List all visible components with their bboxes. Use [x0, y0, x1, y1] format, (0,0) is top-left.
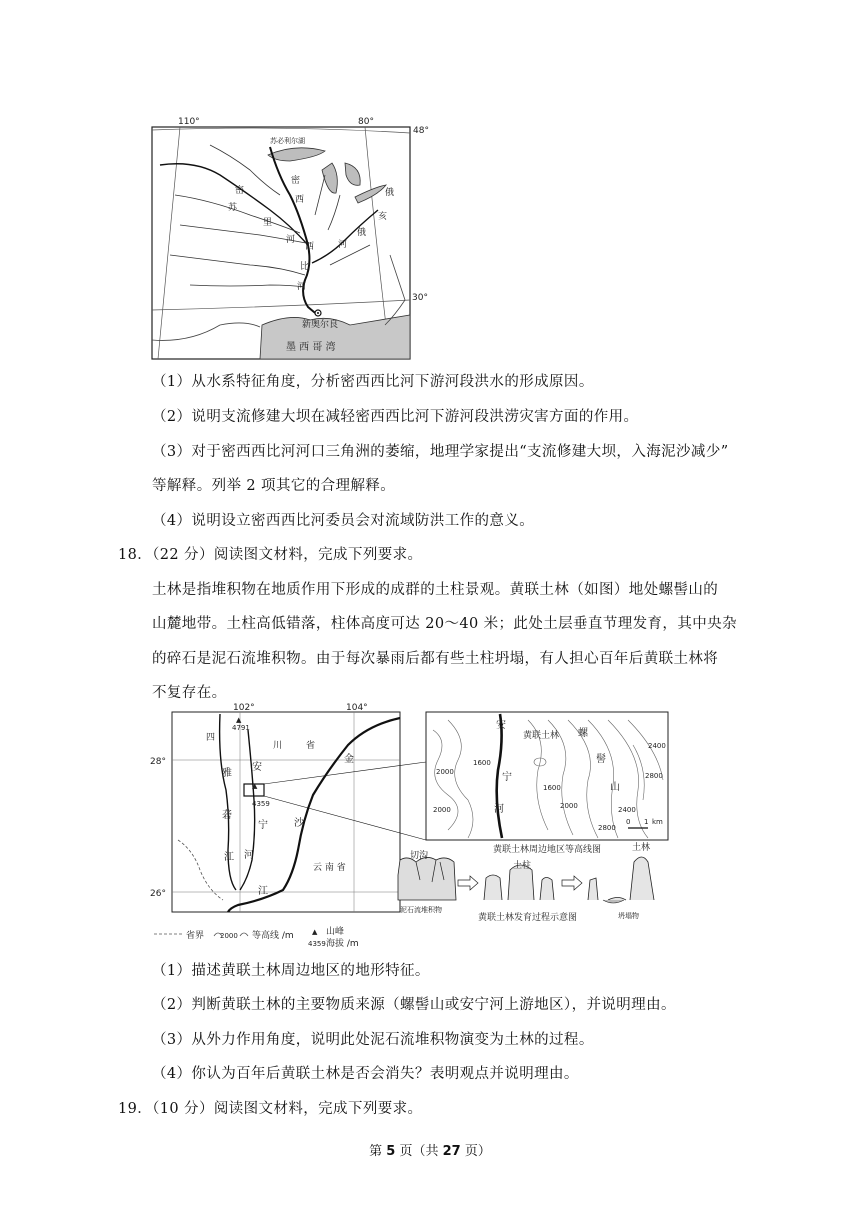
- process-title: 黄联土林发育过程示意图: [478, 913, 578, 923]
- svg-text:土林: 土林: [632, 843, 651, 853]
- svg-text:安: 安: [252, 762, 262, 773]
- q17-item-3: （3）对于密西西比河河口三角洲的萎缩，地理学家提出“支流修建大坝，入海泥沙减少”: [152, 444, 729, 460]
- missouri-char-1: 密: [235, 186, 245, 196]
- svg-text:髻: 髻: [596, 754, 606, 765]
- svg-text:2000: 2000: [436, 768, 454, 776]
- svg-text:宁: 宁: [502, 772, 512, 783]
- mississippi-basin-map: [150, 115, 440, 365]
- svg-text:雅: 雅: [222, 768, 232, 779]
- ohio-char-2: 亥: [378, 212, 388, 222]
- svg-text:土柱: 土柱: [513, 861, 532, 871]
- q18-header: 18．（22 分）阅读图文材料，完成下列要求。: [118, 547, 423, 563]
- svg-text:省: 省: [306, 741, 316, 751]
- svg-text:山: 山: [610, 782, 620, 793]
- svg-text:泥石流堆积物: 泥石流堆积物: [400, 906, 442, 914]
- svg-text:海拔 /m: 海拔 /m: [326, 939, 359, 949]
- map-legend: [154, 925, 359, 949]
- ohio-char-4: 河: [338, 240, 348, 250]
- svg-text:黄联土林: 黄联土林: [523, 731, 560, 741]
- svg-text:等高线 /m: 等高线 /m: [252, 931, 294, 941]
- missouri-char-4: 河: [286, 235, 296, 245]
- svg-text:km: km: [652, 818, 663, 826]
- q19-header: 19．（10 分）阅读图文材料，完成下列要求。: [118, 1101, 423, 1117]
- mississippi-char-3: 西: [305, 242, 315, 252]
- svg-text:安: 安: [496, 720, 506, 731]
- contour-map-title: 黄联土林周边地区等高线图: [493, 845, 602, 855]
- q18-item-3: （3）从外力作用角度，说明此处泥石流堆积物演变为土林的过程。: [152, 1032, 594, 1048]
- missouri-char-3: 里: [263, 218, 273, 228]
- mississippi-char-2: 西: [295, 195, 305, 205]
- svg-text:沙: 沙: [294, 818, 304, 829]
- svg-text:1600: 1600: [543, 784, 561, 792]
- q18-item-1: （1）描述黄联土林周边地区的地形特征。: [152, 963, 430, 979]
- svg-text:▲: ▲: [252, 782, 258, 790]
- ohio-char-3: 俄: [357, 228, 367, 238]
- lon-label-80: 80°: [358, 117, 374, 127]
- svg-text:山峰: 山峰: [326, 927, 345, 937]
- svg-text:螺: 螺: [578, 728, 588, 739]
- lake-label: 苏必利尔湖: [270, 137, 305, 145]
- lat-label-30: 30°: [412, 293, 428, 303]
- svg-text:0: 0: [626, 818, 631, 826]
- svg-text:四: 四: [206, 733, 216, 743]
- svg-text:28°: 28°: [150, 757, 166, 767]
- lon-label-110: 110°: [178, 117, 200, 127]
- mississippi-char-5: 河: [297, 282, 307, 292]
- svg-text:金: 金: [344, 754, 354, 765]
- q17-item-2: （2）说明支流修建大坝在减轻密西西比河下游河段洪涝灾害方面的作用。: [152, 409, 639, 425]
- svg-text:102°: 102°: [233, 703, 255, 713]
- svg-text:4359: 4359: [308, 940, 326, 948]
- q18-item-4: （4）你认为百年后黄联土林是否会消失？表明观点并说明理由。: [152, 1066, 579, 1082]
- city-label: 新奥尔良: [302, 320, 339, 330]
- svg-text:▲: ▲: [312, 928, 318, 936]
- page-number: 5: [386, 1144, 396, 1159]
- svg-text:云 南 省: 云 南 省: [313, 863, 346, 873]
- svg-text:切沟: 切沟: [410, 851, 429, 861]
- svg-text:2400: 2400: [648, 742, 666, 750]
- svg-text:2000: 2000: [433, 806, 451, 814]
- q18-paragraph-line-2: 山麓地带。土柱高低错落，柱体高度可达 20～40 米；此处土层垂直节理发育，其中央杂: [152, 616, 737, 632]
- missouri-char-2: 苏: [228, 203, 238, 213]
- page-footer: 第 5 页（共 27 页）: [369, 1144, 491, 1159]
- ohio-char-1: 俄: [385, 188, 395, 198]
- svg-text:坍塌物: 坍塌物: [618, 912, 639, 920]
- svg-text:2000: 2000: [560, 802, 578, 810]
- gulf-label: 墨 西 哥 湾: [286, 342, 336, 353]
- svg-text:江: 江: [224, 852, 234, 863]
- svg-text:江: 江: [258, 886, 268, 897]
- lat-label-48: 48°: [413, 126, 429, 136]
- svg-text:1600: 1600: [473, 759, 491, 767]
- mississippi-char-1: 密: [291, 176, 301, 186]
- mississippi-char-4: 比: [300, 262, 310, 272]
- svg-text:省界: 省界: [186, 931, 205, 941]
- svg-text:川: 川: [273, 741, 283, 751]
- svg-text:2000: 2000: [220, 932, 238, 940]
- svg-text:2400: 2400: [618, 806, 636, 814]
- svg-text:宁: 宁: [258, 820, 268, 831]
- q17-item-1: （1）从水系特征角度，分析密西西比河下游河段洪水的形成原因。: [152, 374, 594, 390]
- svg-text:4791: 4791: [232, 724, 250, 732]
- q18-paragraph-line-3: 的碎石是泥石流堆积物。由于每次暴雨后都有些土柱坍塌，有人担心百年后黄联土林将: [152, 651, 719, 667]
- svg-text:2800: 2800: [598, 824, 616, 832]
- svg-text:河: 河: [244, 850, 254, 861]
- q18-paragraph-line-1: 土林是指堆积物在地质作用下形成的成群的土柱景观。黄联土林（如图）地处螺髻山的: [152, 582, 719, 598]
- q17-item-4: （4）说明设立密西西比河委员会对流域防洪工作的意义。: [152, 513, 535, 529]
- q17-item-3-cont: 等解释。列举 2 项其它的合理解释。: [152, 478, 396, 494]
- svg-text:26°: 26°: [150, 889, 166, 899]
- page-total: 27: [442, 1144, 461, 1159]
- huanglian-figure: [148, 700, 708, 952]
- svg-text:2800: 2800: [645, 772, 663, 780]
- svg-text:4359: 4359: [252, 800, 270, 808]
- svg-text:104°: 104°: [346, 703, 368, 713]
- svg-text:河: 河: [494, 804, 504, 815]
- svg-text:▲: ▲: [236, 716, 242, 724]
- svg-text:1: 1: [644, 818, 649, 826]
- svg-text:砻: 砻: [222, 810, 232, 821]
- q18-item-2: （2）判断黄联土林的主要物质来源（螺髻山或安宁河上游地区），并说明理由。: [152, 997, 676, 1013]
- q18-paragraph-line-4: 不复存在。: [152, 685, 227, 701]
